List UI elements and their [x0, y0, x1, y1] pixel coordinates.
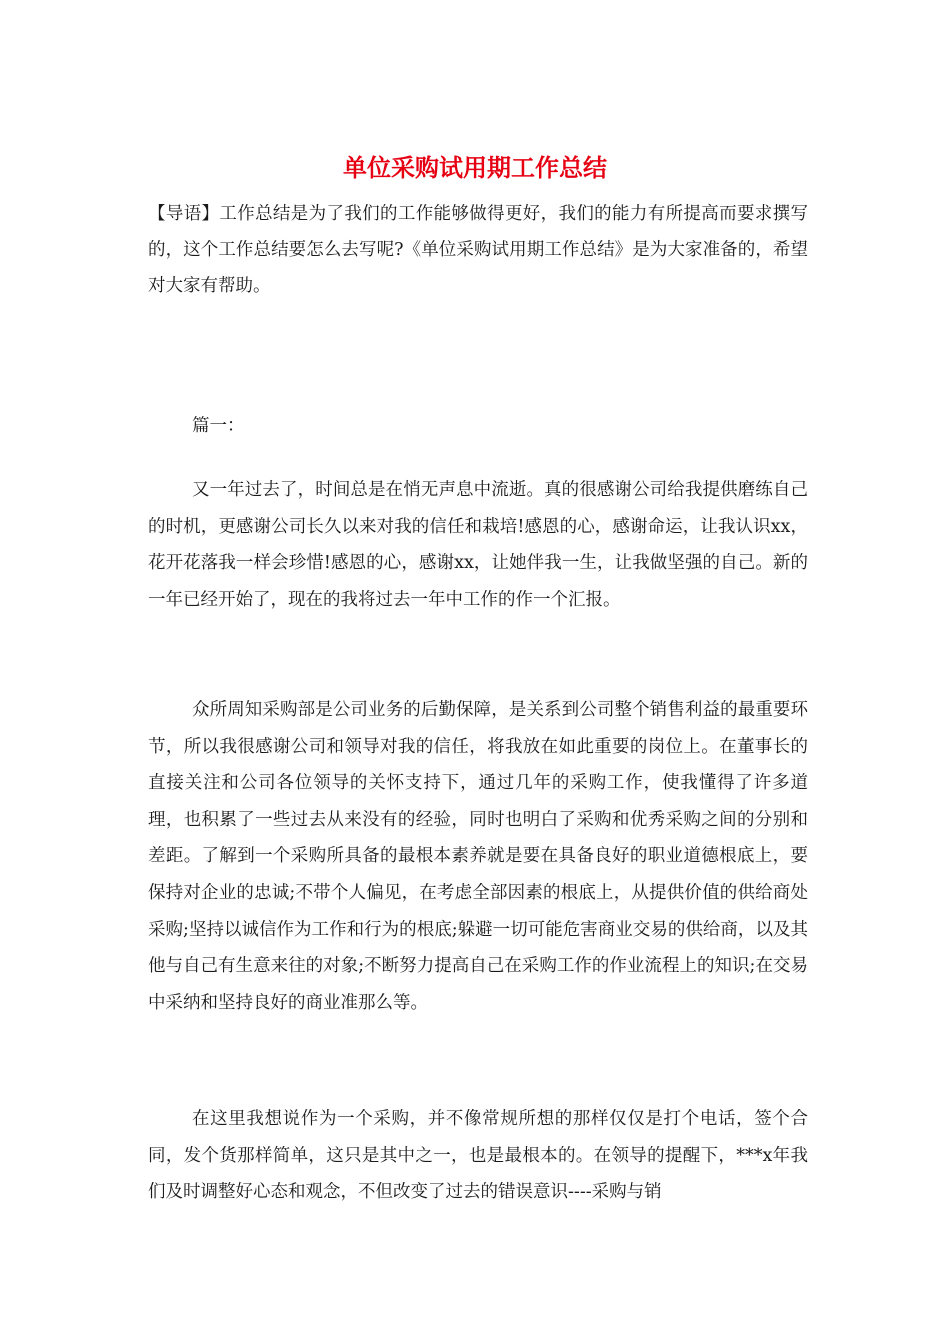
body-paragraph-2: 众所周知采购部是公司业务的后勤保障，是关系到公司整个销售利益的最重要环节，所以我很感谢公司和领导对我的信任，将我放在如此重要的岗位上。在董事长的直接关注和公司各位领导的关怀支持下，通过几年的采购工作，使我懂得了许多道理，也积累了一些过去从来没有的经验，同时也明白了采购和优秀采购之间的分别和差距。了解到一个采购所具备的最根本素养就是要在具备良好的职业道德根底上，要保持对企业的忠诚;不带个人偏见，在考虑全部因素的根底上，从提供价值的供给商处采购;坚持以诚信作为工作和行为的根底;躲避一切可能危害商业交易的供给商，以及其他与自己有生意来往的对象;不断努力提高自己在采购工作的作业流程上的知识;在交易中采纳和坚持良好的商业准那么等。	[148, 700, 808, 1013]
body-paragraph-1: 又一年过去了，时间总是在悄无声息中流逝。真的很感谢公司给我提供磨练自己的时机，更感谢公司长久以来对我的信任和栽培!感恩的心，感谢命运，让我认识xx，花开花落我一样会珍惜!感恩的心，感谢xx，让她伴我一生，让我做坚强的自己。新的一年已经开始了，现在的我将过去一年中工作的作一个汇报。	[148, 480, 808, 610]
document-title: 单位采购试用期工作总结	[343, 153, 607, 182]
body-paragraph-3: 在这里我想说作为一个采购，并不像常规所想的那样仅仅是打个电话，签个合同，发个货那样简单，这只是其中之一，也是最根本的。在领导的提醒下，***x年我们及时调整好心态和观念，不但改变了过去的错误意识----采购与销	[148, 1109, 808, 1203]
intro-paragraph: 【导语】工作总结是为了我们的工作能够做得更好，我们的能力有所提高而要求撰写的，这个工作总结要怎么去写呢?《单位采购试用期工作总结》是为大家准备的，希望对大家有帮助。	[148, 204, 808, 296]
section-label: 篇一：	[192, 416, 245, 436]
